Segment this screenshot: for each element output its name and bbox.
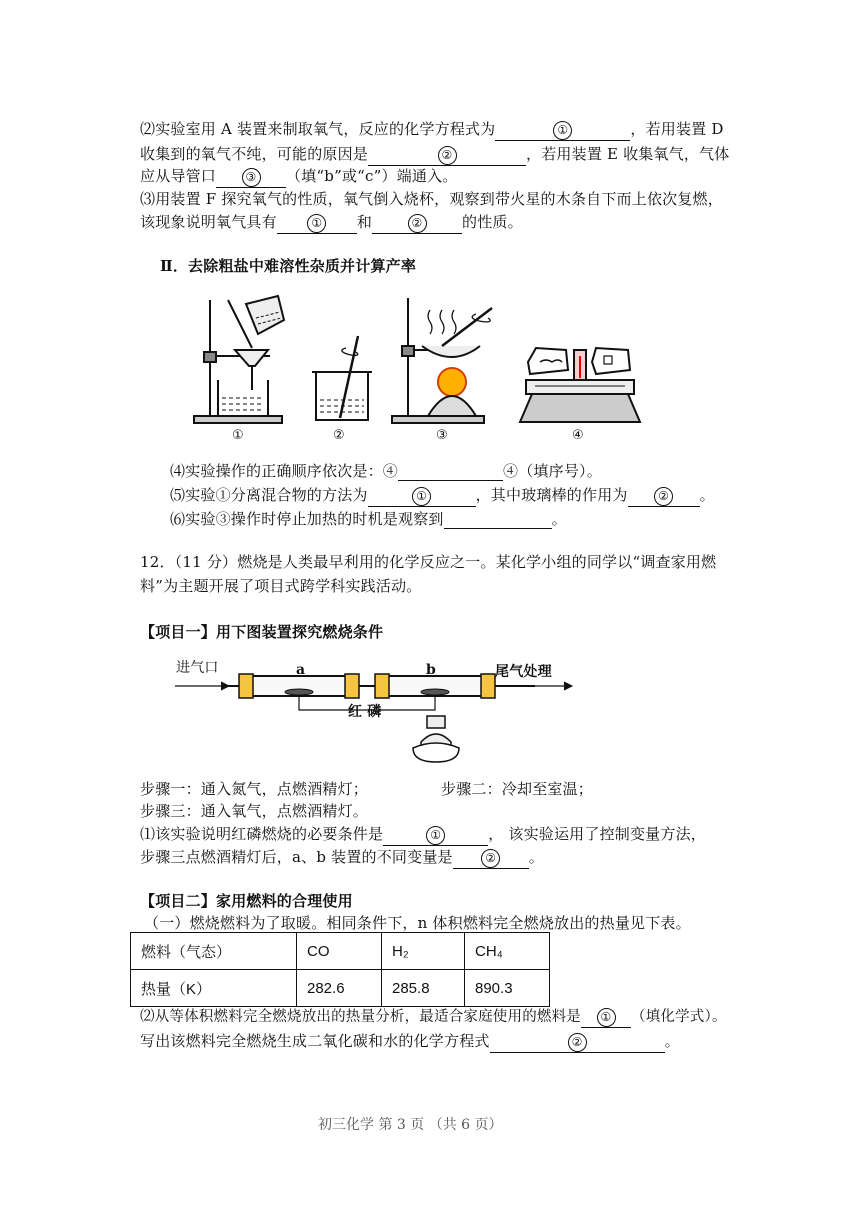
q4-text-b: ④（填序号）。	[503, 462, 602, 480]
q6-line	[170, 509, 567, 529]
p2q2-text-b: （填化学式）。	[631, 1009, 727, 1025]
page-footer: 初三化学 第 3 页 （共 6 页）	[318, 1117, 503, 1133]
q2-blank-2[interactable]	[368, 145, 526, 166]
q5-text-c: 。	[699, 486, 715, 504]
p1q1-text-b: ， 该实验运用了控制变量方法，	[488, 825, 706, 843]
q3-line2	[140, 212, 523, 234]
section2-title: Ⅱ．去除粗盐中难溶性杂质并计算产率	[160, 257, 417, 275]
tube-a-label: a	[296, 662, 306, 678]
apparatus-label-3: ③	[436, 428, 448, 443]
q3-blank-2[interactable]	[372, 213, 462, 234]
apparatus-label-4: ④	[572, 428, 584, 443]
q2-line3	[140, 166, 458, 188]
project2-title: 【项目二】家用燃料的合理使用	[140, 892, 353, 910]
q4-line	[170, 461, 602, 481]
q2-line2-text-b: ，若用装置 E 收集氧气，气体	[526, 145, 730, 163]
mark-circle: ③	[242, 168, 261, 187]
step3: 步骤三：通入氧气，点燃酒精灯。	[140, 802, 369, 820]
table-row	[131, 933, 550, 970]
mark-circle: ①	[307, 214, 326, 233]
apparatus-label-1: ①	[232, 428, 244, 443]
mark-circle: ①	[597, 1008, 616, 1027]
q5-line	[170, 485, 715, 507]
inlet-label: 进气口	[176, 660, 219, 676]
p1q1-text: ⑴该实验说明红磷燃烧的必要条件是	[140, 825, 384, 843]
mark-circle: ①	[426, 826, 445, 845]
q3-line2-text: 该现象说明氧气具有	[140, 213, 277, 231]
tube-b-label: b	[426, 662, 436, 678]
project1-q1-line1	[140, 824, 706, 846]
table-row	[131, 970, 550, 1007]
q2-line2	[140, 144, 730, 166]
q4-text: ⑷实验操作的正确顺序依次是：④	[170, 462, 399, 480]
mark-circle: ②	[568, 1033, 587, 1052]
p1q1-text-d: 。	[528, 848, 544, 866]
p2q2-text-c: 写出该燃料完全燃烧生成二氧化碳和水的化学方程式	[140, 1032, 490, 1050]
dissolving-beaker	[312, 336, 372, 420]
table-cell: 282.6	[297, 970, 382, 1007]
table-cell: 热量（K）	[131, 970, 297, 1007]
q2-line1-text-b: ，若用装置 D	[630, 120, 724, 138]
q2-line1-text: ⑵实验室用 A 装置来制取氧气，反应的化学方程式为	[140, 120, 496, 138]
step2: 步骤二：冷却至室温；	[441, 780, 594, 798]
q2-line3-text: 应从导管口	[140, 167, 217, 185]
q12-line1: 12．（11 分）燃烧是人类最早利用的化学反应之一。某化学小组的同学以“调查家用燃	[140, 553, 717, 571]
q6-blank[interactable]	[444, 510, 552, 529]
mark-circle: ②	[438, 146, 457, 165]
project1-title: 【项目一】用下图装置探究燃烧条件	[140, 623, 384, 641]
q3-line1: ⑶用装置 F 探究氧气的性质，氧气倒入烧杯，观察到带火星的木条自下而上依次复燃，	[140, 190, 723, 208]
q2-line2-text: 收集到的氧气不纯，可能的原因是	[140, 145, 369, 163]
project1-q1-line2	[140, 847, 544, 869]
q3-line2-end: 的性质。	[462, 213, 523, 231]
mark-circle: ②	[481, 849, 500, 868]
q6-text: ⑹实验③操作时停止加热的时机是观察到	[170, 510, 444, 528]
q12-line2: 料”为主题开展了项目式跨学科实践活动。	[140, 577, 422, 595]
q2-blank-1[interactable]	[495, 120, 630, 141]
mark-circle: ①	[553, 121, 572, 140]
evaporation-apparatus	[392, 298, 492, 423]
q5-blank-2[interactable]	[628, 486, 700, 507]
q3-and: 和	[356, 213, 373, 231]
q3-blank-1[interactable]	[277, 213, 357, 234]
q5-blank-1[interactable]	[368, 486, 476, 507]
p1q1-blank-2[interactable]	[453, 848, 529, 869]
q2-line1	[140, 119, 724, 141]
p2q2-text: ⑵从等体积燃料完全燃烧放出的热量分析，最适合家庭使用的燃料是	[140, 1009, 581, 1025]
mark-circle: ①	[412, 487, 431, 506]
q2-blank-3[interactable]	[216, 167, 286, 188]
filtration-apparatus	[194, 296, 284, 423]
project2-q2-line1	[140, 1007, 727, 1028]
mark-circle: ②	[654, 487, 673, 506]
q6-text-b: 。	[551, 510, 567, 528]
p2q2-blank-1[interactable]	[581, 1008, 631, 1028]
table-cell: 890.3	[465, 970, 550, 1007]
apparatus-label-2: ②	[333, 428, 345, 443]
phosphorus-label: 红 磷	[348, 704, 382, 720]
q2-line3-text-b: （填“b”或“c”）端通入。	[286, 167, 458, 185]
p2q2-blank-2[interactable]	[490, 1032, 665, 1053]
p1q1-blank-1[interactable]	[383, 825, 488, 846]
table-cell: H₂	[382, 933, 465, 970]
outlet-label: 尾气处理	[495, 664, 552, 680]
table-cell: CO	[297, 933, 382, 970]
step1: 步骤一：通入氮气，点燃酒精灯；	[140, 780, 369, 798]
p2q2-text-d: 。	[664, 1032, 680, 1050]
mark-circle: ②	[408, 214, 427, 233]
q5-text: ⑸实验①分离混合物的方法为	[170, 486, 368, 504]
table-cell: CH₄	[465, 933, 550, 970]
heat-table	[130, 932, 550, 1007]
table-cell: 285.8	[382, 970, 465, 1007]
apparatus-figure	[180, 290, 650, 440]
project2-intro: （一）燃烧燃料为了取暖。相同条件下，n 体积燃料完全燃烧放出的热量见下表。	[144, 914, 691, 932]
balance-apparatus	[520, 348, 640, 422]
table-cell: 燃料（气态）	[131, 933, 297, 970]
p1q1-text-c: 步骤三点燃酒精灯后，a、b 装置的不同变量是	[140, 848, 453, 866]
q5-text-b: ，其中玻璃棒的作用为	[475, 486, 628, 504]
project2-q2-line2	[140, 1031, 680, 1053]
q4-blank[interactable]	[398, 462, 503, 481]
